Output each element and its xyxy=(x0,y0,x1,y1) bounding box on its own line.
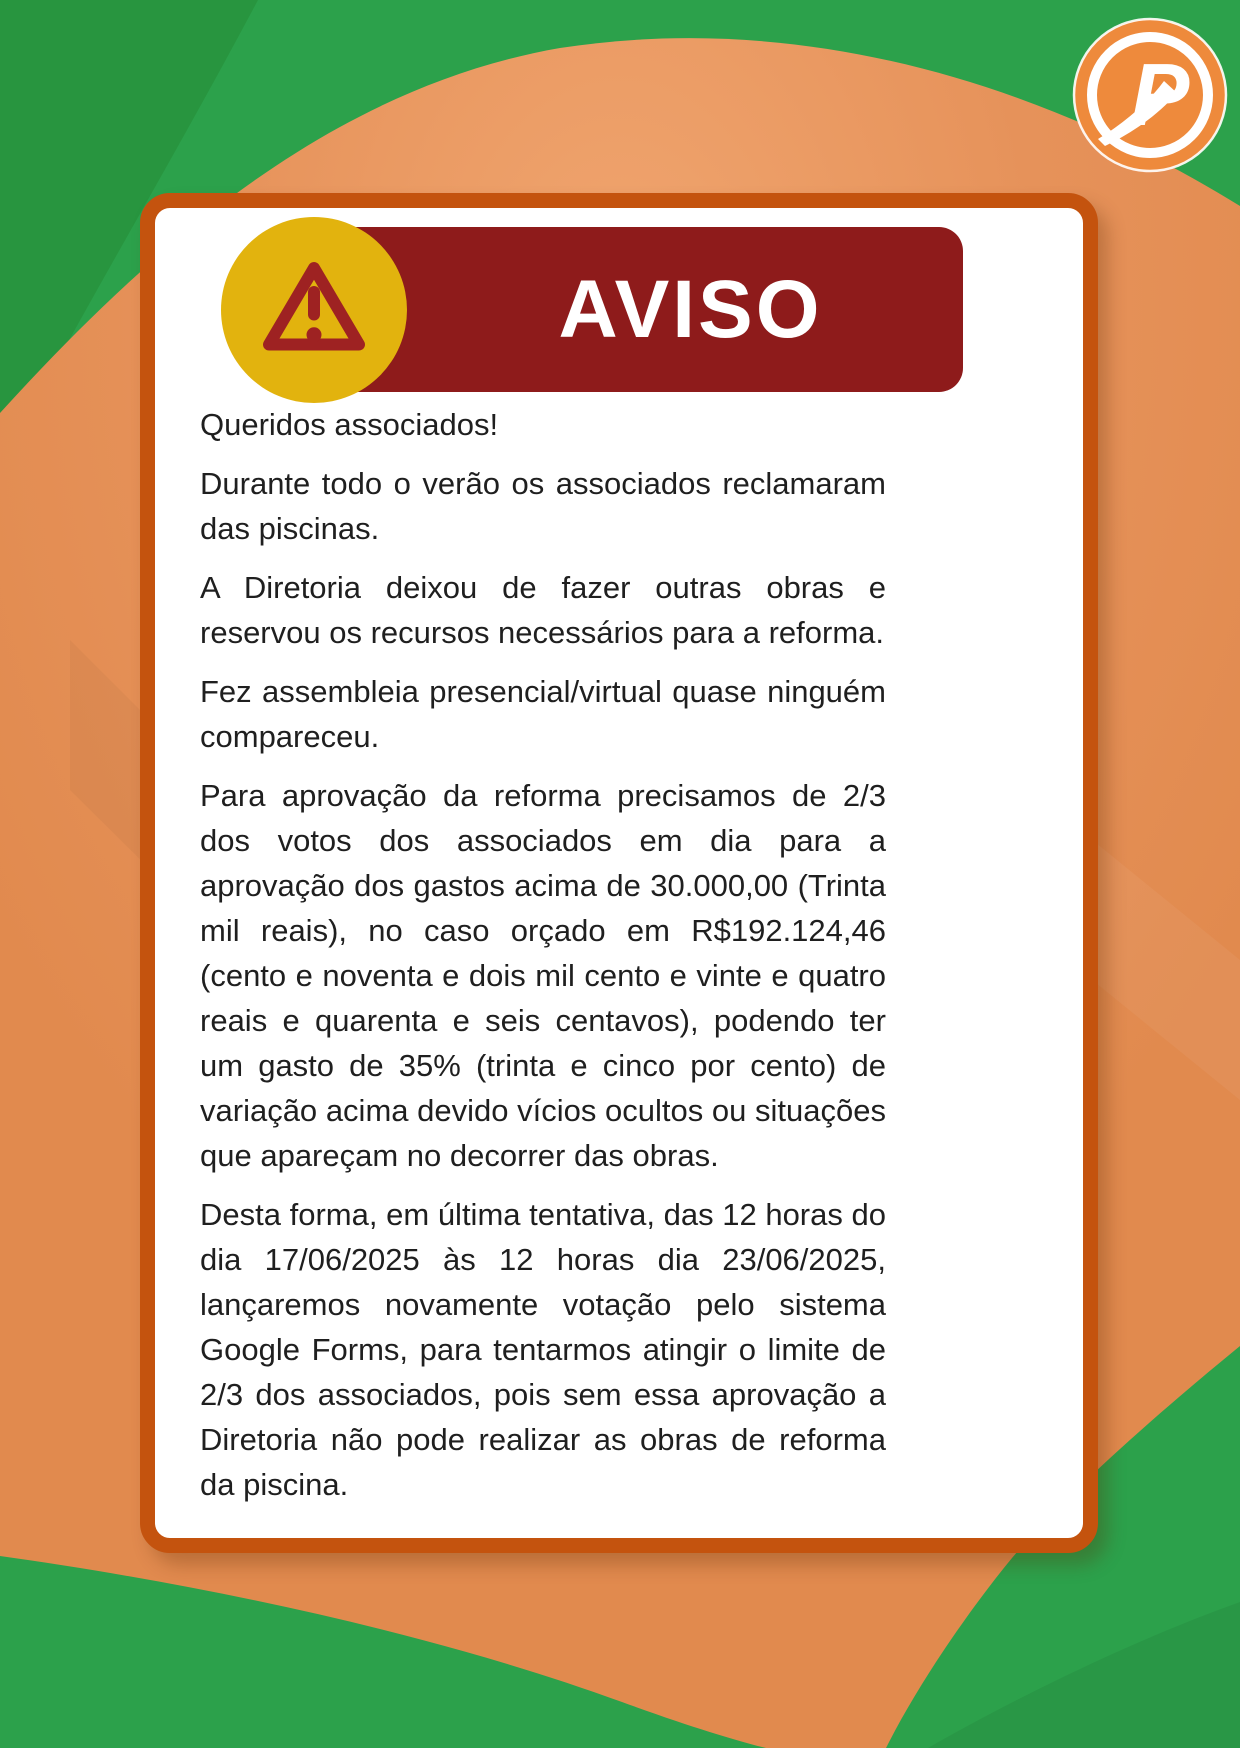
paragraph-greeting: Queridos associados! xyxy=(200,407,499,442)
warning-badge xyxy=(221,217,407,403)
warning-triangle-icon xyxy=(239,235,389,385)
paragraph-voting-schedule: Desta forma, em última tentativa, das 12 horas do dia 17/06/2025 às 12 horas dia 23/06/2025, lançaremos novamente votação pelo sistema Google Forms, para tentarmos atingir o limite de 2/3 dos associados, pois sem essa aprovação a Diretoria não pode realizar as obras de reforma da piscina. xyxy=(200,1197,886,1502)
paragraph-reserved-funds: A Diretoria deixou de fazer outras obras e reservou os recursos necessários para a reforma. xyxy=(200,570,886,650)
paragraph-complaints: Durante todo o verão os associados reclamaram das piscinas. xyxy=(200,466,886,546)
paragraph-assembly: Fez assembleia presencial/virtual quase ninguém compareceu. xyxy=(200,674,886,754)
logo-letter: P xyxy=(1130,45,1190,144)
notice-card xyxy=(140,193,1098,1553)
brand-p-logo-icon xyxy=(1072,17,1228,173)
aviso-banner xyxy=(330,227,963,392)
banner-title: AVISO xyxy=(558,263,823,355)
notice-body xyxy=(200,402,886,1507)
paragraph-approval-details: Para aprovação da reforma precisamos de 2/3 dos votos dos associados em dia para a aprovação dos gastos acima de 30.000,00 (Trinta mil reais), no caso orçado em R$192.124,46 (cento e noventa e dois mil cento e vinte e quatro reais e quarenta e seis centavos), podendo ter um gasto de 35% (trinta e cinco por cento) de variação acima devido vícios ocultos ou situações que apareçam no decorrer das obras. xyxy=(200,778,886,1173)
